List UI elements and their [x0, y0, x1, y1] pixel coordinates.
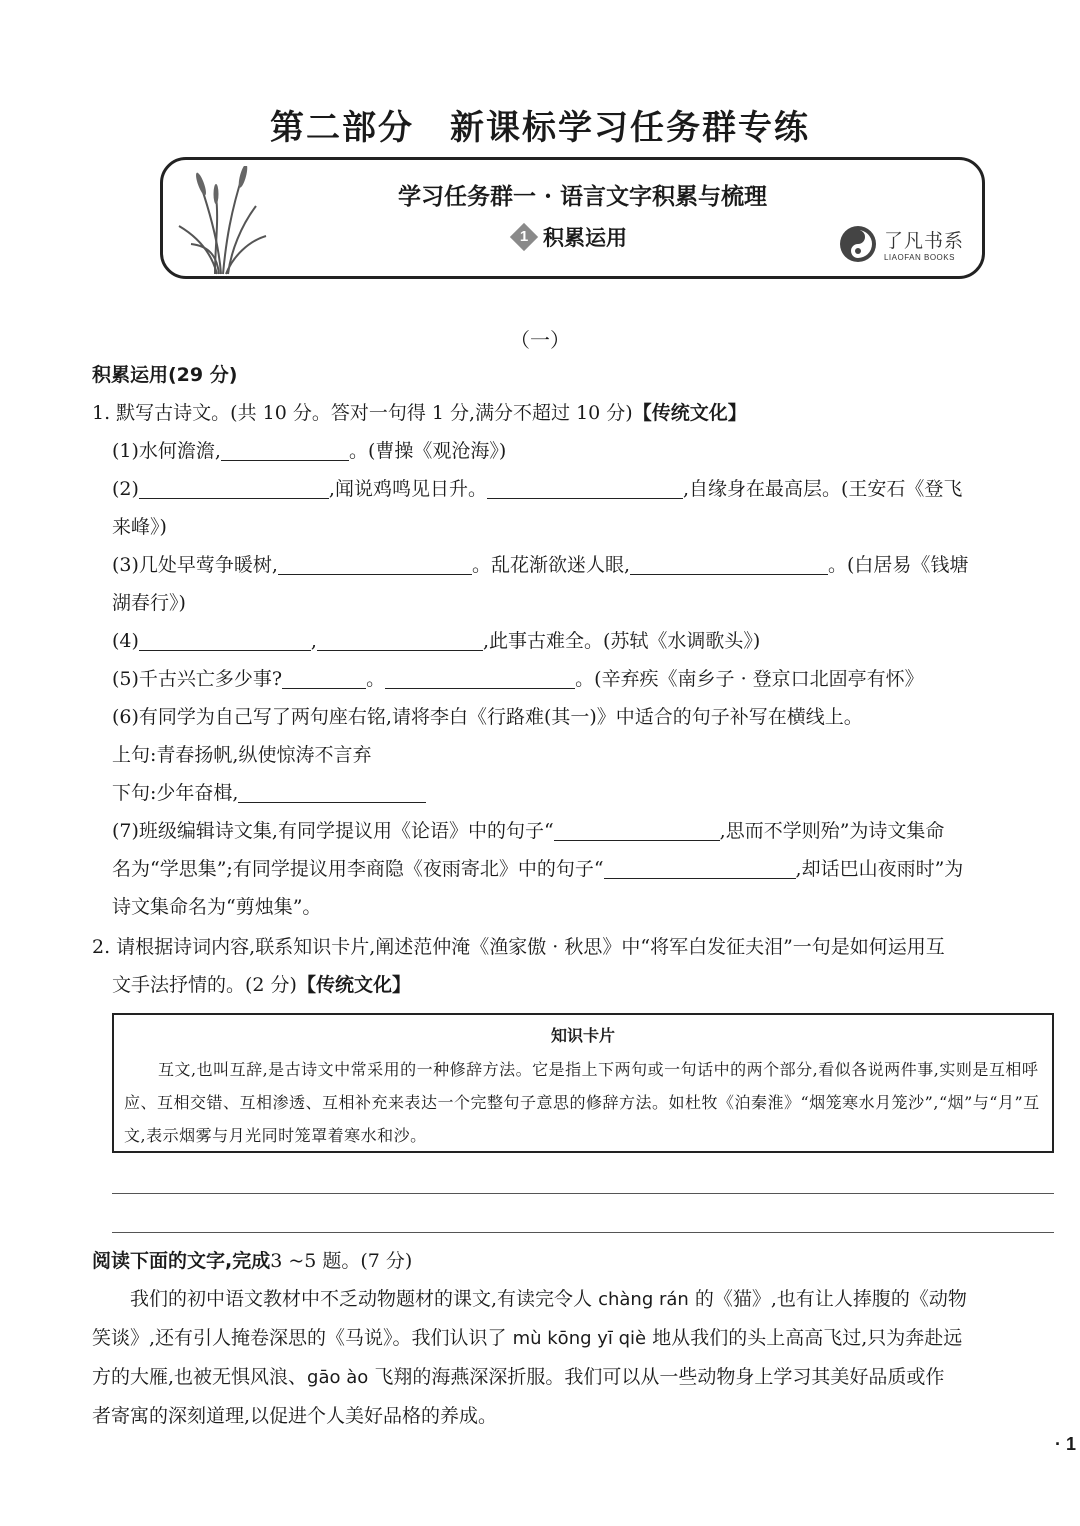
q1-item-4: (4) , ,此事古难全。(苏轼《水调歌头》)	[112, 622, 760, 660]
answer-blank[interactable]	[317, 626, 483, 651]
publisher-logo: 了凡书系 LIAOFAN BOOKS	[838, 224, 964, 264]
card-text: 互文,也叫互辞,是古诗文中常采用的一种修辞方法。它是指上下两句或一句话中的两个部分,看似各说两件事,实则是互相呼应、互相交错、互相渗透、互相补充来表达一个完整句子意思的修辞方法。如杜牧《泊秦淮》“烟笼寒水月笼沙”,“烟”与“月”互文,表示烟雾与月光同时笼罩着寒水和沙。	[124, 1060, 1040, 1145]
section-heading: 积累运用(29 分)	[92, 364, 238, 386]
answer-blank[interactable]	[139, 626, 311, 651]
section-banner	[160, 157, 985, 279]
q1-item-5: (5)千古兴亡多少事? 。 。(辛弃疾《南乡子 · 登京口北固亭有怀》	[112, 660, 924, 698]
banner-subtitle	[511, 222, 627, 252]
q1-item-2: (2) ,闻说鸡鸣见日升。 ,自缘身在最高层。(王安石《登飞	[112, 470, 962, 508]
reading-heading: 阅读下面的文字,完成3 ~5 题。(7 分)	[92, 1250, 413, 1272]
q1-item-3: (3)几处早莺争暖树, 。乱花渐欲迷人眼, 。(白居易《钱塘	[112, 546, 968, 584]
answer-blank[interactable]	[221, 436, 349, 461]
liaofan-logo-icon	[838, 224, 878, 264]
q1-item-7-end: 诗文集命名为“剪烛集”。	[112, 896, 322, 918]
q1-item-7: (7)班级编辑诗文集,有同学提议用《论语》中的句子“ ,思而不学则殆”为诗文集命	[112, 812, 944, 850]
section-number-badge: 1	[511, 224, 537, 250]
question-1-stem: 1. 默写古诗文。(共 10 分。答对一句得 1 分,满分不超过 10 分)【传统文化】	[92, 402, 747, 424]
answer-line[interactable]	[112, 1193, 1054, 1194]
section-name: 积累运用	[543, 225, 627, 250]
q1-item-6: (6)有同学为自己写了两句座右铭,请将李白《行路难(其一)》中适合的句子补写在横线上。	[112, 706, 863, 728]
answer-blank[interactable]	[282, 664, 366, 689]
q1-item-1: (1)水何澹澹, 。(曹操《观沧海》)	[112, 432, 506, 470]
answer-blank[interactable]	[487, 474, 683, 499]
q1-item-3-cont: 湖春行》)	[112, 592, 186, 614]
answer-blank[interactable]	[630, 550, 828, 575]
q1-item-6-upper: 上句:青春扬帆,纵使惊涛不言弃	[112, 744, 372, 766]
section-mark: （一）	[510, 330, 570, 352]
question-2-stem-cont: 文手法抒情的。(2 分)【传统文化】	[112, 974, 411, 996]
answer-blank[interactable]	[139, 474, 329, 499]
answer-blank[interactable]	[238, 778, 426, 803]
answer-blank[interactable]	[604, 854, 796, 879]
card-title: 知识卡片	[550, 1026, 615, 1045]
part-title: 第二部分 新课标学习任务群专练	[270, 108, 810, 148]
answer-line[interactable]	[112, 1232, 1054, 1233]
knowledge-card	[112, 1013, 1054, 1153]
answer-blank[interactable]	[278, 550, 472, 575]
q1-item-6-lower: 下句:少年奋楫,	[112, 774, 426, 812]
q1-item-2-cont: 来峰》)	[112, 516, 167, 538]
question-2-stem: 2. 请根据诗词内容,联系知识卡片,阐述范仲淹《渔家傲 · 秋思》中“将军白发征夫泪”一句是如何运用互	[92, 936, 945, 958]
reading-passage: 我们的初中语文教材中不乏动物题材的课文,有读完令人 chàng rán 的《猫》,也有让人捧腹的《动物 笑谈》,还有引人掩卷深思的《马说》。我们认识了 mù kōng yī qiè 地从我们的头上高高飞过,只为奔赴远 方的大雁,也被无惧风浪、gāo ào 飞翔的海燕深深折服。我们可以从一些动物身上学习其美好品质或作 者寄寓的深刻道理,以促进个人美好品格的养成。	[92, 1288, 967, 1427]
banner-title: 学习任务群一 · 语言文字积累与梳理	[397, 183, 768, 210]
page-number: · 1	[1054, 1434, 1076, 1454]
answer-blank[interactable]	[554, 816, 720, 841]
answer-blank[interactable]	[385, 664, 575, 689]
q1-item-7-cont: 名为“学思集”;有同学提议用李商隐《夜雨寄北》中的句子“ ,却话巴山夜雨时”为	[112, 850, 963, 888]
